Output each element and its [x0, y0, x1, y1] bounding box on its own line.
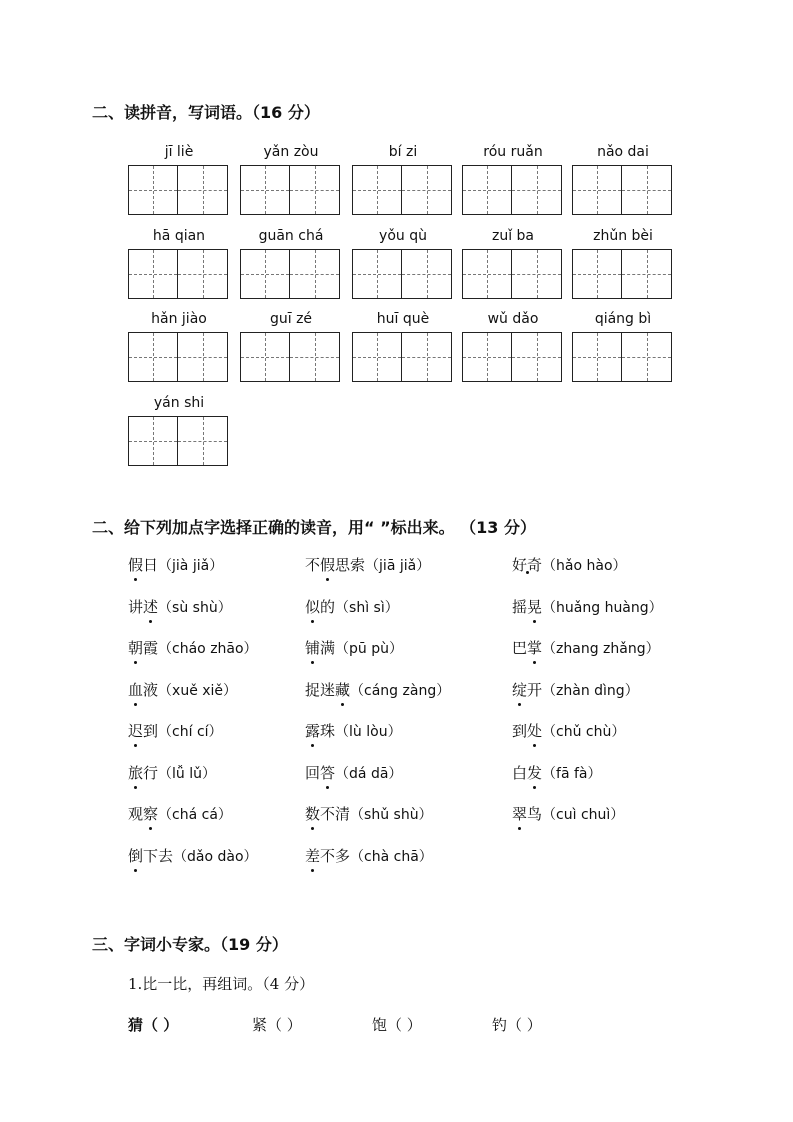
pinyin-options: （dǎo dào）	[173, 848, 258, 865]
writing-box[interactable]	[512, 165, 562, 215]
pronunciation-item	[128, 761, 216, 785]
dotted-character: 血	[128, 678, 143, 702]
dotted-character: 差	[305, 844, 320, 868]
writing-box[interactable]	[622, 249, 672, 299]
compare-word-blank[interactable]: 饱（ ）	[372, 1016, 422, 1034]
writing-box[interactable]	[240, 332, 290, 382]
dotted-character: 似	[305, 595, 320, 619]
word-cell	[572, 226, 674, 299]
pinyin-options: （shǔ shù）	[350, 807, 433, 823]
pronunciation-item	[512, 553, 627, 577]
pronunciation-item	[305, 802, 433, 826]
writing-box[interactable]	[462, 332, 512, 382]
word-cell	[462, 226, 564, 299]
writing-box[interactable]	[240, 249, 290, 299]
pinyin-options: （xuě xiě）	[158, 682, 238, 699]
pinyin-options: （chá cá）	[158, 807, 232, 823]
pronunciation-item	[305, 761, 402, 785]
pinyin-options: （zhàn dìng）	[542, 682, 639, 699]
pinyin-label: yǒu qù	[379, 228, 427, 244]
pronunciation-item	[512, 802, 624, 826]
dotted-character: 旅	[128, 761, 143, 785]
pronunciation-item	[128, 844, 258, 868]
word-prefix: 观	[128, 805, 144, 823]
dotted-character: 藏	[335, 678, 350, 702]
word-suffix: 奇	[527, 556, 543, 574]
writing-box[interactable]	[290, 332, 340, 382]
dotted-character: 翠	[512, 802, 527, 826]
compare-word-blank[interactable]: 紧（ ）	[252, 1016, 302, 1034]
pronunciation-item	[512, 678, 639, 702]
writing-box[interactable]	[290, 249, 340, 299]
pronunciation-item	[128, 553, 223, 577]
compare-word-blank[interactable]: 钓（ ）	[492, 1016, 542, 1034]
word-cell	[352, 142, 454, 215]
word-suffix: 液	[143, 680, 159, 699]
pronunciation-item	[512, 761, 602, 785]
word-suffix: 思索	[335, 556, 366, 574]
pinyin-label: guī zé	[269, 311, 313, 327]
word-suffix: 的	[320, 597, 336, 616]
pronunciation-item	[305, 719, 402, 743]
pronunciation-item	[128, 678, 237, 702]
word-suffix: 下去	[143, 846, 174, 865]
pronunciation-item	[512, 636, 660, 660]
pinyin-label: bí zi	[388, 144, 418, 160]
pinyin-label: hā qian	[152, 228, 206, 244]
word-suffix: 不多	[320, 846, 351, 865]
pinyin-label: huī què	[376, 311, 430, 327]
pronunciation-item	[128, 636, 258, 660]
word-cell	[352, 309, 454, 382]
writing-box[interactable]	[128, 165, 178, 215]
word-cell	[240, 309, 342, 382]
pinyin-label: yǎn zòu	[263, 144, 319, 160]
dotted-character: 倒	[128, 844, 143, 868]
pinyin-options: （chí cí）	[158, 724, 223, 740]
pinyin-options: （shì sì）	[335, 599, 399, 616]
word-suffix: 开	[527, 680, 543, 699]
writing-box[interactable]	[572, 165, 622, 215]
word-suffix: 行	[143, 763, 159, 782]
dotted-character: 处	[527, 719, 542, 743]
word-cell	[462, 309, 564, 382]
writing-box[interactable]	[178, 165, 228, 215]
writing-box[interactable]	[512, 249, 562, 299]
dotted-character: 铺	[305, 636, 320, 660]
word-prefix: 摇	[512, 597, 528, 616]
word-prefix: 回	[305, 763, 321, 782]
word-cell	[128, 309, 230, 382]
word-suffix: 不清	[320, 805, 351, 823]
pinyin-label: jī liè	[164, 144, 194, 160]
word-prefix: 捉迷	[305, 680, 336, 699]
word-cell	[572, 142, 674, 215]
word-cell	[352, 226, 454, 299]
writing-box[interactable]	[622, 165, 672, 215]
word-prefix: 不	[305, 556, 321, 574]
pinyin-label: róu ruǎn	[483, 144, 543, 160]
pinyin-options: （dá dā）	[335, 765, 403, 782]
word-prefix: 巴	[512, 639, 528, 657]
word-suffix: 到	[143, 722, 159, 740]
dotted-character: 露	[305, 719, 320, 743]
section3-title: 三、字词小专家。（19 分）	[92, 935, 288, 954]
section1-title: 二、读拼音，写词语。（16 分）	[92, 103, 320, 122]
word-suffix: 珠	[320, 722, 336, 740]
pinyin-label: qiáng bì	[594, 311, 652, 327]
section2-title: 二、给下列加点字选择正确的读音，用“ ”标出来。 （13 分）	[92, 518, 537, 537]
pronunciation-item	[512, 595, 663, 619]
pronunciation-item	[305, 636, 403, 660]
dotted-character: 假	[320, 553, 335, 577]
pinyin-options: （huǎng huàng）	[542, 599, 663, 616]
compare-word-blank[interactable]: 猜（ ）	[128, 1016, 179, 1034]
pinyin-label: guān chá	[258, 228, 324, 244]
writing-box[interactable]	[572, 249, 622, 299]
compare-subtitle: 1.比一比，再组词。（4 分）	[128, 975, 315, 993]
writing-box[interactable]	[352, 332, 402, 382]
writing-box[interactable]	[178, 249, 228, 299]
writing-box[interactable]	[462, 249, 512, 299]
pinyin-options: （jiā jiǎ）	[365, 558, 431, 574]
dotted-character: 发	[527, 761, 542, 785]
word-cell	[462, 142, 564, 215]
pinyin-options: （cuì chuì）	[542, 807, 625, 823]
writing-box[interactable]	[352, 249, 402, 299]
pronunciation-item	[128, 719, 223, 743]
word-cell	[128, 226, 230, 299]
writing-box[interactable]	[572, 332, 622, 382]
pinyin-options: （lù lòu）	[335, 724, 402, 740]
pinyin-options: （fā fà）	[542, 765, 602, 782]
pinyin-options: （zhang zhǎng）	[542, 641, 660, 657]
writing-box[interactable]	[352, 165, 402, 215]
pinyin-options: （lǚ lǔ）	[158, 765, 217, 782]
pinyin-options: （cáng zàng）	[350, 682, 451, 699]
writing-box[interactable]	[512, 332, 562, 382]
writing-box[interactable]	[240, 165, 290, 215]
word-suffix: 鸟	[527, 805, 543, 823]
writing-box[interactable]	[462, 165, 512, 215]
pronunciation-item	[512, 719, 625, 743]
dotted-character: 假	[128, 553, 143, 577]
pronunciation-item	[305, 844, 433, 868]
word-prefix: 讲	[128, 597, 144, 616]
writing-box[interactable]	[128, 249, 178, 299]
word-suffix: 霞	[143, 639, 159, 657]
dotted-character: 掌	[527, 636, 542, 660]
dotted-character: 察	[143, 802, 158, 826]
pronunciation-item	[128, 595, 232, 619]
pinyin-options: （cháo zhāo）	[158, 641, 258, 657]
word-prefix: 白	[512, 763, 528, 782]
writing-box[interactable]	[178, 416, 228, 466]
dotted-character: 答	[320, 761, 335, 785]
pinyin-options: （hǎo hào）	[542, 558, 627, 574]
word-cell	[240, 142, 342, 215]
pinyin-label: wǔ dǎo	[487, 311, 539, 327]
pinyin-options: （pū pù）	[335, 641, 404, 657]
writing-box[interactable]	[290, 165, 340, 215]
pinyin-label: hǎn jiào	[151, 311, 207, 327]
pinyin-options: （chǔ chù）	[542, 724, 626, 740]
dotted-character: 绽	[512, 678, 527, 702]
writing-box[interactable]	[622, 332, 672, 382]
pinyin-options: （chà chā）	[350, 848, 433, 865]
dotted-character: 迟	[128, 719, 143, 743]
word-cell	[572, 309, 674, 382]
pinyin-label: zuǐ ba	[491, 228, 535, 244]
dotted-character: 朝	[128, 636, 143, 660]
writing-box[interactable]	[178, 332, 228, 382]
word-prefix: 好	[512, 556, 528, 574]
writing-box[interactable]	[128, 332, 178, 382]
word-suffix: 日	[143, 556, 159, 574]
word-cell	[128, 393, 230, 466]
dotted-character: 述	[143, 595, 158, 619]
pronunciation-item	[305, 595, 399, 619]
word-suffix: 满	[320, 639, 336, 657]
writing-box[interactable]	[402, 165, 452, 215]
pinyin-label: zhǔn bèi	[593, 228, 653, 244]
pinyin-label: yán shi	[153, 395, 205, 411]
pronunciation-item	[128, 802, 232, 826]
word-prefix: 到	[512, 722, 528, 740]
dotted-character: 数	[305, 802, 320, 826]
dotted-character: 晃	[527, 595, 542, 619]
word-cell	[240, 226, 342, 299]
word-cell	[128, 142, 230, 215]
pinyin-options: （sù shù）	[158, 599, 232, 616]
pinyin-label: nǎo dai	[597, 144, 649, 160]
writing-box[interactable]	[128, 416, 178, 466]
writing-box[interactable]	[402, 249, 452, 299]
writing-box[interactable]	[402, 332, 452, 382]
pronunciation-item	[305, 678, 450, 702]
pronunciation-item	[305, 553, 430, 577]
pinyin-options: （jià jiǎ）	[158, 558, 224, 574]
